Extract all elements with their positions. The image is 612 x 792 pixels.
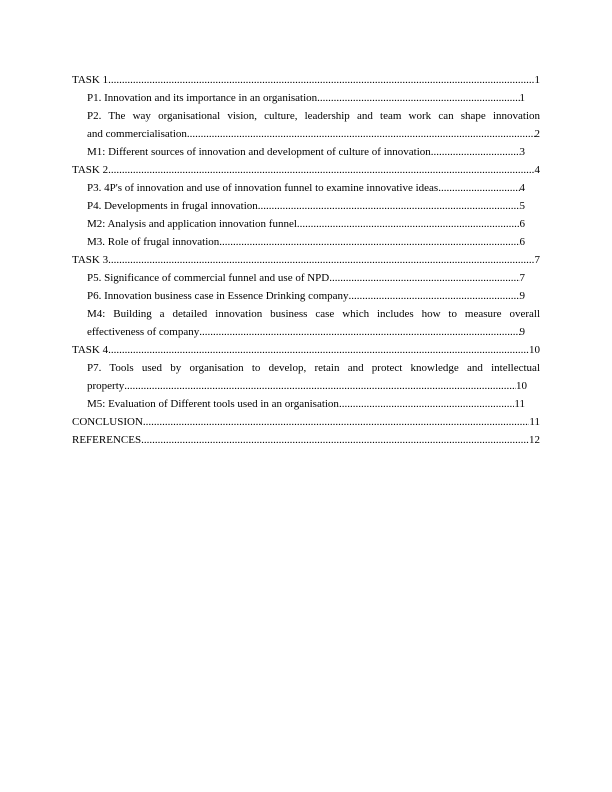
toc-entry[interactable] xyxy=(72,161,540,179)
toc-page-number: 7 xyxy=(519,272,525,284)
toc-page-number: 6 xyxy=(519,236,525,248)
toc-leader-dots xyxy=(143,413,530,431)
toc-entry[interactable] xyxy=(72,431,540,449)
toc-entry[interactable] xyxy=(72,71,540,89)
toc-page-number: 1 xyxy=(519,92,525,104)
toc-entry-title: M5: Evaluation of Different tools used in an organisation xyxy=(87,398,339,410)
toc-page-number: 1 xyxy=(534,74,540,86)
toc-entry-title: TASK 3 xyxy=(72,254,109,266)
toc-page-number: 10 xyxy=(529,344,540,356)
toc-entry-title: M2: Analysis and application innovation funnel xyxy=(87,218,297,230)
toc-page-number: 4 xyxy=(519,182,525,194)
toc-entry[interactable] xyxy=(72,143,540,161)
toc-page-number: 3 xyxy=(519,146,525,158)
toc-entry-title: P4. Developments in frugal innovation xyxy=(87,200,258,212)
toc-leader-dots xyxy=(339,395,514,413)
toc-entry[interactable] xyxy=(72,413,540,431)
toc-page-number: 7 xyxy=(534,254,540,266)
toc-entry-title: property xyxy=(87,380,125,392)
toc-leader-dots xyxy=(108,341,529,359)
toc-page-number: 12 xyxy=(529,434,540,446)
toc-leader-dots xyxy=(317,89,519,107)
toc-leader-dots xyxy=(258,197,520,215)
toc-entry[interactable] xyxy=(72,197,540,215)
toc-leader-dots xyxy=(141,431,529,449)
toc-entry-title: P3. 4P's of innovation and use of innovation funnel to examine innovative ideas xyxy=(87,182,439,194)
toc-entry[interactable] xyxy=(72,233,540,251)
toc-entry[interactable] xyxy=(72,107,540,143)
toc-entry-title: M1: Different sources of innovation and development of culture of innovation xyxy=(87,146,431,158)
toc-leader-dots xyxy=(124,377,516,395)
toc-entry-title: TASK 2 xyxy=(72,164,109,176)
toc-leader-dots xyxy=(297,215,520,233)
toc-leader-dots xyxy=(108,251,534,269)
toc-leader-dots xyxy=(431,143,520,161)
toc-page-number: 9 xyxy=(519,326,525,338)
toc-leader-dots xyxy=(219,233,519,251)
toc-page-number: 4 xyxy=(534,164,540,176)
toc-entry-title: and commercialisation xyxy=(87,128,187,140)
toc-entry[interactable] xyxy=(72,287,540,305)
toc-leader-dots xyxy=(108,161,534,179)
toc-entry-title: P6. Innovation business case in Essence Drinking company xyxy=(87,290,349,302)
toc-entry-line-2 xyxy=(87,323,540,341)
toc-entry-title: CONCLUSION xyxy=(72,416,143,428)
table-of-contents xyxy=(72,71,540,449)
toc-entry-title: effectiveness of company xyxy=(87,326,200,338)
toc-entry[interactable] xyxy=(72,341,540,359)
toc-leader-dots xyxy=(108,71,534,89)
toc-entry-line-2 xyxy=(87,125,540,143)
toc-entry[interactable] xyxy=(72,359,540,395)
toc-page-number: 9 xyxy=(519,290,525,302)
toc-entry[interactable] xyxy=(72,395,540,413)
toc-entry-title-line-1: P2. The way organisational vision, culture, leadership and team work can shape innovation xyxy=(87,110,540,122)
toc-page-number: 6 xyxy=(519,218,525,230)
toc-page-number: 10 xyxy=(516,380,527,392)
toc-entry[interactable] xyxy=(72,251,540,269)
toc-leader-dots xyxy=(329,269,519,287)
toc-leader-dots xyxy=(199,323,519,341)
toc-leader-dots xyxy=(438,179,519,197)
toc-entry-title: REFERENCES xyxy=(72,434,142,446)
toc-entry-title: TASK 1 xyxy=(72,74,109,86)
toc-entry-line-2 xyxy=(87,377,542,395)
toc-entry-title: TASK 4 xyxy=(72,344,109,356)
toc-entry[interactable] xyxy=(72,269,540,287)
toc-entry[interactable] xyxy=(72,89,540,107)
toc-entry[interactable] xyxy=(72,215,540,233)
toc-leader-dots xyxy=(187,125,535,143)
toc-entry-title: M3. Role of frugal innovation xyxy=(87,236,220,248)
toc-page-number: 5 xyxy=(519,200,525,212)
toc-page-number: 11 xyxy=(514,398,525,410)
toc-entry-title: P5. Significance of commercial funnel and use of NPD xyxy=(87,272,330,284)
toc-page-number: 2 xyxy=(534,128,540,140)
toc-page-number: 11 xyxy=(529,416,540,428)
toc-entry[interactable] xyxy=(72,305,540,341)
toc-leader-dots xyxy=(349,287,520,305)
toc-entry-title-line-1: M4: Building a detailed innovation business case which includes how to measure overall xyxy=(87,308,540,320)
toc-entry-title-line-1: P7. Tools used by organisation to develop, retain and protect knowledge and intellectual xyxy=(87,362,540,374)
toc-entry[interactable] xyxy=(72,179,540,197)
toc-entry-title: P1. Innovation and its importance in an organisation xyxy=(87,92,318,104)
